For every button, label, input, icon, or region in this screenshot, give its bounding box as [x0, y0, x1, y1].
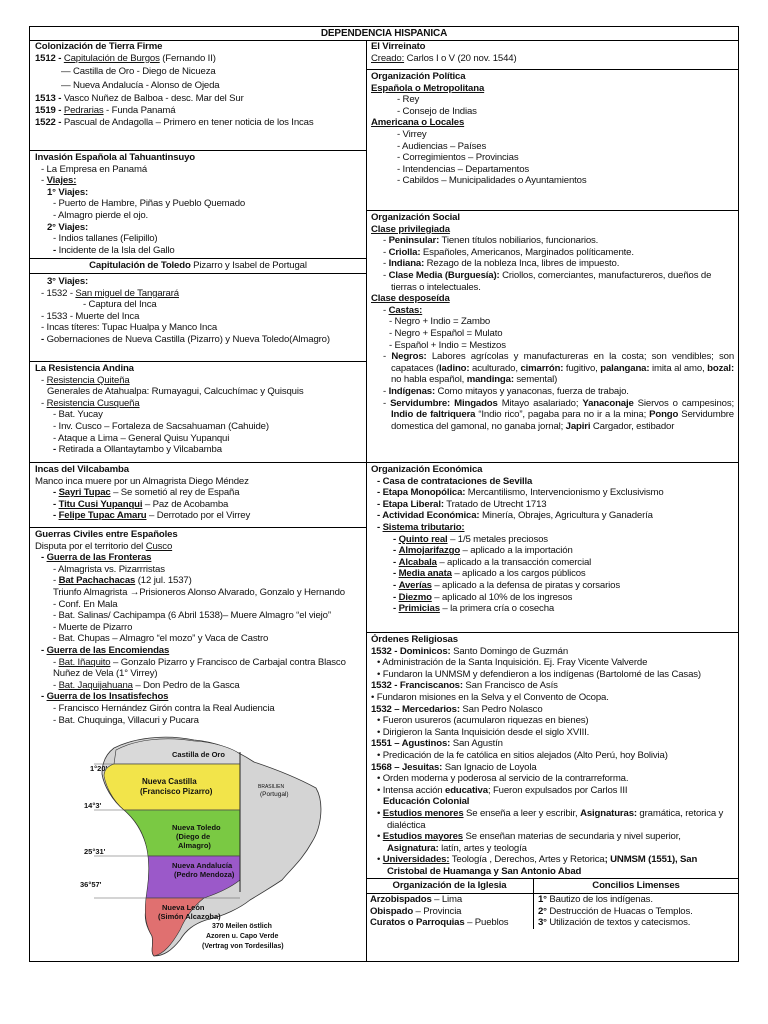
text-line: - Criolla: Españoles, Americanos, Marginados políticamente. — [383, 246, 634, 258]
section-heading: Órdenes Religiosas — [371, 634, 458, 645]
text-block: - Bat. Iñaquito – Gonzalo Pizarro y Francisco de Carbajal contra Blasco Nuñez de Vela (1° Virrey) — [53, 656, 346, 680]
text-line: — Castilla de Oro - Diego de Nicueza — [61, 66, 216, 78]
latitude-label: 1°20' — [90, 764, 108, 773]
text-block: Triunfo Almagrista →Prisioneros Alonso Alvarado, Gonzalo y Hernando — [53, 586, 345, 598]
text-line: • Fundaron misiones en la Selva y el Convento de Ocopa. — [371, 691, 609, 703]
text-line: - Almojarifazgo – aplicado a la importación — [393, 545, 573, 557]
text-line: - Retirada a Ollantaytambo y Vilcabamba — [53, 444, 222, 456]
text-line: 1532 - Dominicos: Santo Domingo de Guzmán — [371, 645, 569, 657]
text-line: - Bat. Yucay — [53, 409, 103, 421]
text-line: - Incidente de la Isla del Gallo — [53, 244, 175, 256]
map-label: Nueva León — [162, 903, 205, 912]
text-line: • Dirigieron la Santa Inquisición desde el siglo XVIII. — [377, 726, 590, 738]
text-line: - Consejo de Indias — [397, 105, 477, 117]
text-line: 1522 - Pascual de Andagolla – Primero en tener noticia de los Incas — [35, 116, 314, 128]
text-line: - Virrey — [397, 128, 427, 140]
table-header: Concilios Limenses — [534, 879, 738, 894]
text-line: - 1533 - Muerte del Inca — [41, 310, 140, 322]
text-line: - Bat. Jaquijahuana – Don Pedro de la Gasca — [53, 679, 240, 691]
text-line: - Rey — [397, 94, 420, 106]
section-heading: Invasión Española al Tahuantinsuyo — [35, 152, 195, 163]
text-line: - Almagro pierde el ojo. — [53, 209, 149, 221]
text-line: - Almagrista vs. Pizarrristas — [53, 563, 165, 575]
table-cell: Arzobispados – Lima — [370, 894, 463, 906]
text-line: 1568 – Jesuitas: San Ignacio de Loyola — [371, 761, 537, 773]
text-line: 1° Viajes: — [47, 186, 89, 198]
text-line: • Administración de la Santa Inquisición. Ej. Fray Vicente Valverde — [377, 657, 648, 669]
text-line: 1519 - Pedrarias - Funda Panamá — [35, 104, 176, 116]
text-line: 3° Viajes: — [47, 275, 89, 287]
text-line: - Titu Cusi Yupanqui – Paz de Acobamba — [53, 498, 229, 510]
map-label: (Francisco Pizarro) — [140, 787, 213, 796]
subheading: Clase desposeída — [371, 293, 450, 305]
text-line: - Diezmo – aplicado al 10% de los ingresos — [393, 591, 573, 603]
map-label: Nueva Castilla — [142, 777, 197, 786]
right-column — [366, 40, 738, 961]
subheading: Clase privilegiada — [371, 223, 450, 235]
subheading: Americana o Locales — [371, 117, 465, 129]
text-line: - Muerte de Pizarro — [53, 621, 133, 633]
text-line: - Conf. En Mala — [53, 598, 118, 610]
text-line: 1532 – Mercedarios: San Pedro Nolasco — [371, 703, 543, 715]
text-line: - Castas: — [383, 304, 423, 316]
table-cell: Obispado – Provincia — [370, 905, 462, 917]
text-line: - Guerra de las Fronteras — [41, 552, 152, 564]
section-invasion — [30, 151, 366, 362]
section-politica — [366, 70, 738, 211]
text-line: - Resistencia Cusqueña — [41, 397, 140, 409]
text-line: - Negro + Español = Mulato — [389, 327, 503, 339]
map-label: Nueva Toledo — [172, 823, 221, 832]
text-line: - Audiencias – Países — [397, 140, 487, 152]
text-line: - Ataque a Lima – General Quisu Yupanqui — [53, 432, 230, 444]
text-line: Generales de Atahualpa: Rumayagui, Calcuchímac y Quisquis — [47, 386, 304, 398]
text-line: - Sayri Tupac – Se sometió al rey de España — [53, 487, 240, 499]
table-cell: 1° Bautizo de los indígenas. — [538, 894, 653, 906]
text-line: - Guerra de las Encomiendas — [41, 644, 170, 656]
text-block: - Negros: Labores agrícolas y manufactureras en la costa; son vendibles; son capataces (ladino: aculturado, cimarrón: fugitivo, palangana: imita al amo, bozal: no habla español, mandinga: semental) — [383, 351, 734, 386]
text-line: 1512 - Capitulación de Burgos (Fernando II) — [35, 52, 216, 64]
text-block: • Estudios mayores Se enseñan materias de secundaria y nivel superior, Asignatura: latín, artes y teología — [377, 831, 681, 854]
map-label: Castilla de Oro — [172, 750, 225, 759]
section-colonizacion — [30, 40, 366, 151]
text-line: • Intensa acción educativa; Fueron expulsados por Carlos III — [377, 784, 628, 796]
text-line: - Negro + Indio = Zambo — [389, 316, 491, 328]
map-label: (Pedro Mendoza) — [174, 870, 235, 879]
text-line: - Alcabala – aplicado a la transacción comercial — [393, 556, 592, 568]
table-header: Organización de la Iglesia — [366, 879, 533, 894]
text-line: 1551 – Agustinos: San Agustín — [371, 738, 503, 750]
text-line: - Actividad Económica: Minería, Obrajes, Agricultura y Ganadería — [377, 510, 653, 522]
subheading: Educación Colonial — [383, 796, 470, 808]
text-line: • Fueron usureros (acumularon riquezas en bienes) — [377, 715, 589, 727]
section-social — [366, 211, 738, 463]
text-line: - Etapa Liberal: Tratado de Utrecht 1713 — [377, 498, 547, 510]
text-line: - Guerra de los Insatisfechos — [41, 691, 169, 703]
map-note: Azoren u. Capo Verde — [206, 933, 279, 940]
text-line: Creado: Carlos I o V (20 nov. 1544) — [371, 52, 517, 64]
text-line: - Corregimientos – Provincias — [397, 152, 519, 164]
text-line: - Media anata – aplicado a los cargos públicos — [393, 568, 586, 580]
section-heading: Organización Social — [371, 212, 460, 223]
text-line: - Felipe Tupac Amaru – Derrotado por el Virrey — [53, 510, 251, 522]
text-line: • Fundaron la UNMSM y defendieron a los indígenas (Bartolomé de las Casas) — [377, 668, 701, 680]
map-label: (Diego de — [176, 832, 211, 841]
text-line: - Casa de contrataciones de Sevilla — [377, 475, 533, 487]
text-line: - Incas títeres: Tupac Hualpa y Manco Inca — [41, 322, 218, 334]
table-cell: 3° Utilización de textos y catecismos. — [538, 917, 691, 929]
text-line: • Predicación de la fe católica en sitios alejados (Alto Perú, hoy Bolivia) — [377, 749, 668, 761]
text-line: — Nueva Andalucía - Alonso de Ojeda — [61, 79, 220, 91]
text-line: - Cabildos – Municipalidades o Ayuntamientos — [397, 175, 587, 187]
text-line: - Bat Pachachacas (12 jul. 1537) — [53, 575, 192, 587]
page-title: DEPENDENCIA HISPANICA — [30, 27, 738, 41]
text-line: - Etapa Monopólica: Mercantilismo, Intervencionismo y Exclusivismo — [377, 487, 664, 499]
text-line: 2° Viajes: — [47, 221, 89, 233]
map-label: (Simón Alcazoba) — [158, 912, 221, 921]
text-line: - Inv. Cusco – Fortaleza de Sacsahuaman (Cahuide) — [53, 420, 269, 432]
section-religiosas — [366, 633, 738, 961]
text-line: Disputa por el territorio del Cusco — [35, 540, 173, 552]
latitude-label: 25°31' — [84, 847, 106, 856]
latitude-label: 14°3' — [84, 801, 102, 810]
text-line: - Indígenas: Como mitayos y yanaconas, fuerza de trabajo. — [383, 385, 629, 397]
text-line: - La Empresa en Panamá — [41, 163, 148, 175]
text-line: - Bat. Chupas – Almagro “el mozo” y Vaca de Castro — [53, 633, 269, 645]
section-heading: Guerras Civiles entre Españoles — [35, 529, 178, 540]
map-label: Almagro) — [178, 841, 211, 850]
section-heading: Colonización de Tierra Firme — [35, 41, 163, 52]
text-line: 1532 - Franciscanos: San Francisco de Asís — [371, 680, 558, 692]
table-column-iglesia — [366, 879, 533, 928]
text-block: • Estudios menores Se enseña a leer y escribir, Asignaturas: gramática, retorica y dialéctica — [377, 807, 724, 831]
section-resistencia — [30, 362, 366, 463]
section-heading: Organización Económica — [371, 464, 483, 475]
text-block: - Clase Media (Burguesía): Criollos, comerciantes, manufactureros, dueños de tierras o intelectuales. — [383, 269, 712, 293]
text-line: - Bat. Salinas/ Cachipampa (6 Abril 1538)– Muere Almagro “el viejo” — [53, 610, 331, 622]
text-line: - 1532 - San miguel de Tangarará — [41, 287, 179, 299]
text-line: - Español + Indio = Mestizos — [389, 339, 506, 351]
text-block: • Universidades: Teología , Derechos, Artes y Retorica; UNMSM (1551), San Cristobal de Huamanga y San Antonio Abad — [377, 854, 698, 877]
text-line: - Puerto de Hambre, Piñas y Pueblo Quemado — [53, 198, 246, 210]
section-heading: La Resistencia Andina — [35, 363, 134, 374]
map-note: 370 Meilen östlich — [212, 923, 272, 930]
subheading: Española o Metropolitana — [371, 82, 485, 94]
text-line: 1513 - Vasco Nuñez de Balboa - desc. Mar del Sur — [35, 93, 244, 105]
section-heading: El Virreinato — [371, 41, 426, 52]
table-cell: Curatos o Parroquias – Pueblos — [370, 917, 509, 929]
text-line: - Indios tallanes (Felipillo) — [53, 233, 158, 245]
text-line: - Gobernaciones de Nueva Castilla (Pizarro) y Nueva Toledo(Almagro) — [41, 333, 330, 345]
text-line: - Indiana: Rezago de la nobleza Inca, libres de impuesto. — [383, 258, 620, 270]
section-economica — [366, 463, 738, 633]
text-line: - Averías – aplicado a la defensa de piratas y corsarios — [393, 579, 620, 591]
text-line: - Quinto real – 1/5 metales preciosos — [393, 533, 548, 545]
text-line: Capitulación de Toledo Pizarro y Isabel de Portugal — [30, 258, 366, 274]
map-label: (Portugal) — [260, 791, 289, 798]
section-heading: Organización Política — [371, 71, 466, 82]
section-vilcabamba — [30, 463, 366, 528]
text-line: - Primicias – la primera cría o cosecha — [393, 603, 555, 615]
text-line: - Viajes: — [41, 175, 77, 187]
text-line: - Peninsular: Tienen títulos nobiliarios, funcionarios. — [383, 235, 599, 247]
section-heading: Incas del Vilcabamba — [35, 464, 129, 475]
text-line: - Francisco Hernández Girón contra la Real Audiencia — [53, 702, 275, 714]
section-virreinato — [366, 40, 738, 70]
text-block: - Servidumbre: Mingados Mitayo asalariado; Yanaconaje Siervos o campesinos; Indio de faltriquera “Indio rico”, pagaba para no ir a la mina; Pongo Servidumbre domestica del gamonal, no ganaba jornal; Japiri Cargador, estibador — [383, 397, 735, 432]
latitude-label: 36°57' — [80, 880, 102, 889]
text-line: - Sistema tributario: — [377, 521, 465, 533]
text-line: - Bat. Chuquinga, Villacuri y Pucara — [53, 714, 199, 726]
text-line: - Captura del Inca — [83, 299, 157, 311]
map-note: (Vertrag von Tordesillas) — [202, 943, 284, 950]
table-cell: 2° Destrucción de Huacas o Templos. — [538, 905, 693, 917]
text-line: Manco inca muere por un Almagrista Diego Méndez — [35, 475, 249, 487]
text-line: - Intendencias – Departamentos — [397, 163, 530, 175]
map-label: Nueva Andalucía — [172, 861, 233, 870]
table-column-concilios — [533, 879, 738, 928]
text-line: - Resistencia Quiteña — [41, 374, 130, 386]
map-label: BRASILIEN — [258, 784, 285, 790]
church-table — [366, 878, 738, 928]
south-america-map — [54, 730, 330, 958]
text-line: • Orden moderna y poderosa al servicio de la contrarreforma. — [377, 773, 629, 785]
